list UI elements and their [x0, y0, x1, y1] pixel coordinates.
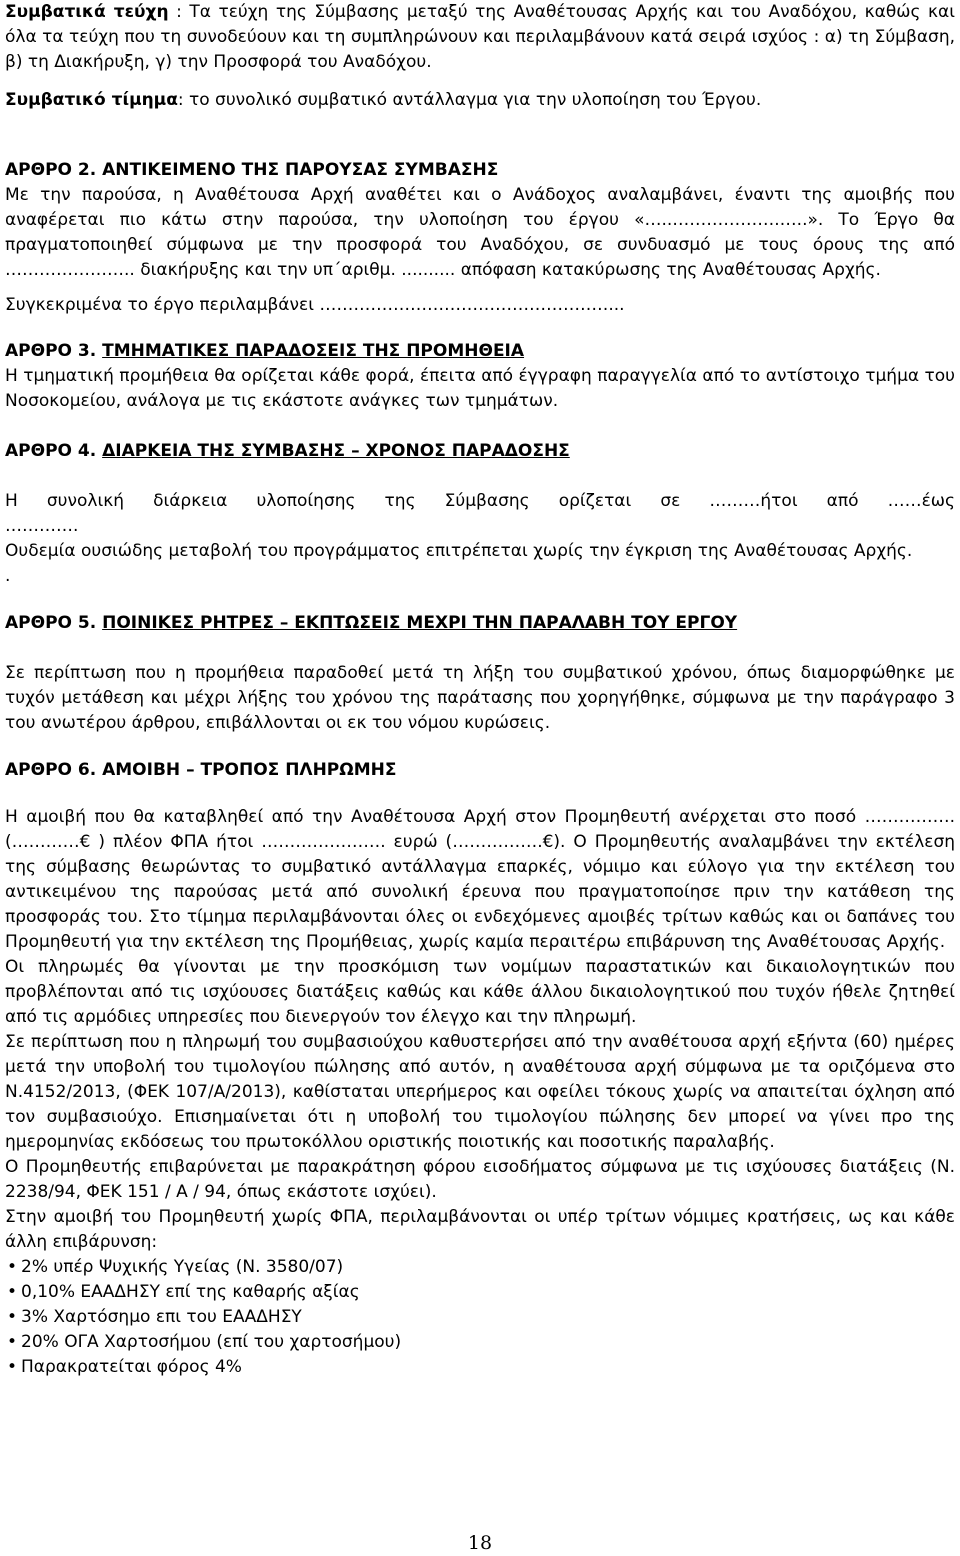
- deductions-list: [5, 1255, 955, 1380]
- list-item: • 2% υπέρ Ψυχικής Υγείας (Ν. 3580/07): [5, 1255, 955, 1280]
- article-4-duration: Η συνολική διάρκεια υλοποίησης της Σύμβασης ορίζεται σε ………ήτοι από ……έως: [5, 491, 955, 511]
- article-6-heading: [5, 758, 955, 783]
- article-5-paragraph: Σε περίπτωση που η προμήθεια παραδοθεί μετά τη λήξη του συμβατικού χρόνου, όπως διαμορφώθηκε με τυχόν μετάθεση και μέχρι λήξης του χρόνου της παράτασης που χορηγήθηκε, σύμφωνα με την παράγραφο 3 του ανωτέρου άρθρου, επιβάλλονται οι εκ του νόμου κυρώσεις.: [5, 663, 955, 733]
- article-3-heading: [5, 339, 955, 364]
- article-title: ΤΜΗΜΑΤΙΚΕΣ ΠΑΡΑΔΟΣΕΙΣ ΤΗΣ ΠΡΟΜΗΘΕΙΑ: [102, 341, 525, 361]
- article-4-duration-end: ………….: [5, 516, 79, 536]
- page-number: 18: [467, 1532, 493, 1554]
- term-text: : το συνολικό συμβατικό αντάλλαγμα για την υλοποίηση του Έργου.: [177, 90, 762, 110]
- list-item: • Παρακρατείται φόρος 4%: [5, 1355, 955, 1380]
- article-number: ΑΡΘΡΟ 3.: [5, 341, 97, 361]
- article-4-paragraph: Ουδεμία ουσιώδης μεταβολή του προγράμματος επιτρέπεται χωρίς την έγκριση της Αναθέτουσας Αρχής.: [5, 541, 913, 561]
- article-2-heading: ΑΡΘΡΟ 2. ΑΝΤΙΚΕΙΜΕΝΟ ΤΗΣ ΠΑΡΟΥΣΑΣ ΣΥΜΒΑΣΗΣ: [5, 160, 499, 180]
- article-6-paragraph-tax: Ο Προμηθευτής επιβαρύνεται με παρακράτηση φόρου εισοδήματος σύμφωνα με τις ισχύουσες διατάξεις (Ν. 2238/94, ΦΕΚ 151 / Α / 94, όπως εκάστοτε ισχύει).: [5, 1157, 955, 1202]
- document-page: [5, 0, 955, 1380]
- term-label: Συμβατικό τίμημα: [5, 90, 178, 110]
- article-title: ΠΟΙΝΙΚΕΣ ΡΗΤΡΕΣ – ΕΚΠΤΩΣΕΙΣ ΜΕΧΡΙ ΤΗΝ ΠΑΡΑΛΑΒΗ ΤΟΥ ΕΡΓΟΥ: [102, 613, 738, 633]
- list-item: • 3% Χαρτόσημο επι του ΕΑΑΔΗΣΥ: [5, 1305, 955, 1330]
- article-number: ΑΡΘΡΟ 4.: [5, 441, 97, 461]
- article-5-heading: [5, 611, 955, 636]
- definition-contract-documents: [5, 0, 955, 75]
- list-item: • 20% ΟΓΑ Χαρτοσήμου (επί του χαρτοσήμου): [5, 1330, 955, 1355]
- article-6-paragraph-payments: Οι πληρωμές θα γίνονται με την προσκόμιση των νομίμων παραστατικών και δικαιολογητικών που προβλέπονται από τις ισχύουσες διατάξεις καθώς και κάθε άλλου δικαιολογητικού που τυχόν ήθελε ζητηθεί από τις αρμόδιες υπηρεσίες που διενεργούν τον έλεγχο και την πληρωμή.: [5, 957, 955, 1027]
- article-3-paragraph: Η τμηματική προμήθεια θα ορίζεται κάθε φορά, έπειτα από έγγραφη παραγγελία από το αντίστοιχο τμήμα του Νοσοκομείου, ανάλογα με τις εκάστοτε ανάγκες των τμημάτων.: [5, 366, 955, 411]
- article-6-paragraph-fee: Η αμοιβή που θα καταβληθεί από την Αναθέτουσα Αρχή στον Προμηθευτή ανέρχεται στο ποσό ……………. (…………€ ) πλέον ΦΠΑ ήτοι …………………. ευρώ (…………….€). Ο Προμηθευτής αναλαμβάνει την εκτέλεση της σύμβασης θεωρώντας το συμβατικό αντάλλαγμα επαρκές, νόμιμο και εύλογο για την εκτέλεση του αντικειμένου της παρούσας μετά από συνολική έρευνα που πραγματοποίησε πριν την κατάθεση της προσφοράς του. Στο τίμημα περιλαμβάνονται όλες οι ενδεχόμενες αμοιβές τρίτων καθώς και οι δαπάνες του Προμηθευτή για την εκτέλεση της Προμήθειας, χωρίς καμία περαιτέρω επιβάρυνση της Αναθέτουσας Αρχής.: [5, 807, 955, 952]
- article-6-paragraph-deductions: Στην αμοιβή του Προμηθευτή χωρίς ΦΠΑ, περιλαμβάνονται οι υπέρ τρίτων νόμιμες κρατήσεις, ως και κάθε άλλη επιβάρυνση:: [5, 1207, 955, 1252]
- article-2-includes: Συγκεκριμένα το έργο περιλαμβάνει ……………………………………………...: [5, 295, 625, 315]
- article-2-paragraph: Με την παρούσα, η Αναθέτουσα Αρχή αναθέτει και ο Ανάδοχος αναλαμβάνει, έναντι της αμοιβής που αναφέρεται πιο κάτω στην παρούσα, την υλοποίηση του έργου «…..……………….…..». Το Έργο θα πραγματοποιηθεί σύμφωνα με την προσφορά του Αναδόχου, σε συνδυασμό με τους όρους της από ………………….. διακήρυξης και την υπ΄αριθμ. .......... απόφαση κατακύρωσης της Αναθέτουσας Αρχής.: [5, 185, 955, 280]
- term-text: : Τα τεύχη της Σύμβασης μεταξύ της Αναθέτουσας Αρχής και του Αναδόχου, καθώς και όλα τα τεύχη που τη συνοδεύουν και τη συμπληρώνουν και περιλαμβάνουν κατά σειρά ισχύος : α) τη Σύμβαση, β) τη Διακήρυξη, γ) την Προσφορά του Αναδόχου.: [5, 2, 955, 72]
- list-item: • 0,10% ΕΑΑΔΗΣΥ επί της καθαρής αξίας: [5, 1280, 955, 1305]
- definition-contract-price: [5, 88, 955, 113]
- article-number: ΑΡΘΡΟ 5.: [5, 613, 97, 633]
- article-title: ΑΜΟΙΒΗ – ΤΡΟΠΟΣ ΠΛΗΡΩΜΗΣ: [102, 760, 397, 780]
- article-4-heading: [5, 439, 955, 464]
- article-6-paragraph-delay: Σε περίπτωση που η πληρωμή του συμβασιούχου καθυστερήσει από την αναθέτουσα αρχή εξήντα (60) ημέρες μετά την υποβολή του τιμολογίου πώλησης από αυτόν, η αναθέτουσα αρχή σύμφωνα με τα οριζόμενα στο Ν.4152/2013, (ΦΕΚ 107/Α/2013), καθίσταται υπερήμερος και οφείλει τόκους χωρίς να απαιτείται όχληση από τον συμβασιούχο. Επισημαίνεται ότι η υποβολή του τιμολογίου πώλησης δεν μπορεί να γίνει προ της ημερομηνίας εκδόσεως του πρωτοκόλλου οριστικής ποιοτικής και ποσοτικής παραλαβής.: [5, 1032, 955, 1152]
- article-number: ΑΡΘΡΟ 6.: [5, 760, 97, 780]
- article-title: ΔΙΑΡΚΕΙΑ ΤΗΣ ΣΥΜΒΑΣΗΣ – ΧΡΟΝΟΣ ΠΑΡΑΔΟΣΗΣ: [102, 441, 570, 461]
- article-4-dot: .: [5, 566, 11, 586]
- term-label: Συμβατικά τεύχη: [5, 2, 169, 22]
